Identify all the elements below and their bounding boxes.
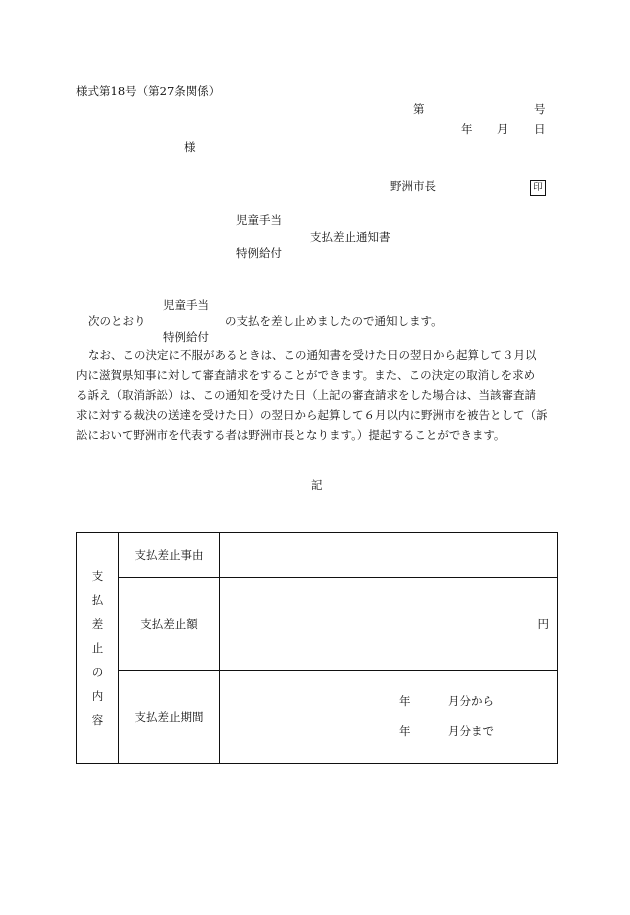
side-label-char: 支 bbox=[91, 569, 104, 583]
title-option-special: 特例給付 bbox=[236, 246, 282, 260]
side-label bbox=[77, 533, 119, 764]
issuer-name: 野洲市長 bbox=[390, 179, 436, 193]
date-month: 月 bbox=[497, 122, 509, 136]
table-row bbox=[77, 578, 558, 671]
side-label-char: 容 bbox=[91, 713, 104, 727]
title-option-allowance: 児童手当 bbox=[236, 213, 282, 227]
date-day: 日 bbox=[534, 122, 546, 136]
notice-line: 求に対する裁決の送達を受けた日）の翌日から起算して６月以内に野洲市を被告として（訴 bbox=[76, 408, 548, 422]
side-label-char: の bbox=[91, 665, 104, 679]
side-label-char: 払 bbox=[91, 593, 104, 607]
document-title: 支払差止通知書 bbox=[310, 230, 391, 244]
doc-number-suffix: 号 bbox=[534, 102, 546, 116]
seal-mark: 印 bbox=[530, 180, 546, 196]
table-row bbox=[77, 533, 558, 578]
period-to-month: 月分まで bbox=[448, 724, 494, 738]
body-tail: の支払を差し止めましたので通知します。 bbox=[225, 314, 443, 328]
reason-label: 支払差止事由 bbox=[119, 533, 220, 578]
date-year: 年 bbox=[461, 122, 473, 136]
period-label: 支払差止期間 bbox=[119, 671, 220, 764]
period-value[interactable] bbox=[220, 671, 558, 764]
notice-line: 内に滋賀県知事に対して審査請求をすることができます。また、この決定の取消しを求め bbox=[76, 368, 536, 382]
body-option-allowance: 児童手当 bbox=[163, 298, 209, 312]
ki-heading: 記 bbox=[311, 478, 323, 492]
body-option-special: 特例給付 bbox=[163, 330, 209, 344]
notice-line: 訟において野洲市を代表する者は野洲市長となります。）提起することができます。 bbox=[76, 428, 506, 442]
period-from-year: 年 bbox=[399, 694, 411, 708]
side-label-char: 止 bbox=[91, 641, 104, 655]
form-number: 様式第18号（第27条関係） bbox=[76, 84, 221, 98]
amount-label: 支払差止額 bbox=[119, 578, 220, 671]
appeal-notice bbox=[76, 345, 558, 445]
side-label-char: 内 bbox=[91, 689, 104, 703]
period-to-year: 年 bbox=[399, 724, 411, 738]
reason-value[interactable] bbox=[220, 533, 558, 578]
suspension-details-table bbox=[76, 532, 558, 764]
notice-line: なお、この決定に不服があるときは、この通知書を受けた日の翌日から起算して３月以 bbox=[88, 348, 537, 362]
table-row bbox=[77, 671, 558, 764]
period-from-month: 月分から bbox=[448, 694, 494, 708]
doc-number-prefix: 第 bbox=[413, 102, 425, 116]
addressee-suffix: 様 bbox=[184, 140, 196, 154]
body-lead: 次のとおり bbox=[88, 314, 146, 328]
side-label-char: 差 bbox=[91, 617, 104, 631]
yen-unit: 円 bbox=[537, 617, 549, 631]
notice-line: る訴え（取消訴訟）は、この通知を受けた日（上記の審査請求をした場合は、当該審査請 bbox=[76, 388, 536, 402]
amount-value[interactable] bbox=[220, 578, 558, 671]
